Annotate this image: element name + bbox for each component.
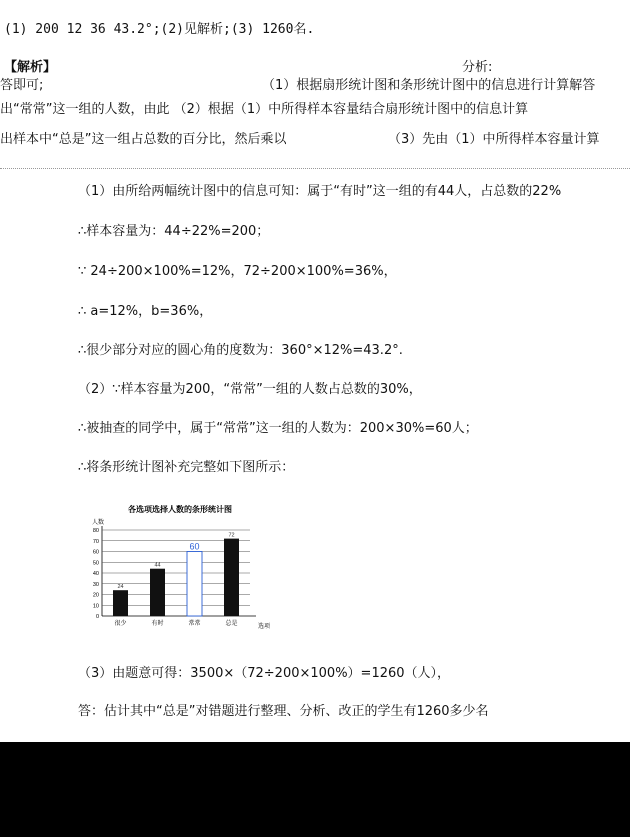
y-tick-label: 40: [92, 571, 99, 577]
data-label: 24: [117, 584, 124, 591]
analysis-line-a-right: （1）根据扇形统计图和条形统计图中的信息进行计算解答: [262, 78, 596, 93]
analysis-line-a-left: 答即可;: [0, 78, 44, 93]
x-tick-label: 总是: [225, 621, 238, 627]
paragraph-5: ∴很少部分对应的圆心角的度数为：360°×12%=43.2°.: [78, 343, 403, 358]
answer-line: (1) 200 12 36 43.2°;(2)见解析;(3) 1260名.: [4, 22, 315, 37]
y-tick-label: 30: [92, 581, 99, 588]
chart-title: 各选项选择人数的条形统计图: [128, 505, 232, 514]
analysis-line-c-right: （3）先由（1）中所得样本容量计算: [388, 132, 600, 147]
paragraph-3: ∵ 24÷200×100%=12%，72÷200×100%=36%，: [78, 264, 397, 279]
y-tick-label: 80: [92, 528, 99, 534]
paragraph-4: ∴ a=12%，b=36%，: [78, 304, 213, 319]
black-bottom-band: [0, 742, 630, 837]
paragraph-9: （3）由题意可得：3500×（72÷200×100%）=1260（人），: [78, 666, 451, 681]
chart-xlabel: 选项: [258, 624, 271, 630]
paragraph-1: （1）由所给两幅统计图中的信息可知：属于“有时”这一组的有44人，占总数的22%: [78, 184, 562, 199]
bar-常常: [187, 552, 202, 617]
jiexi-label: 【解析】: [4, 60, 57, 75]
y-tick-label: 10: [92, 603, 99, 610]
x-tick-label: 有时: [151, 621, 164, 627]
paragraph-10: 答：估计其中“总是”对错题进行整理、分析、改正的学生有1260多少名: [78, 704, 489, 719]
y-tick-label: 70: [92, 538, 99, 545]
analysis-line-b: 出“常常”这一组的人数，由此 （2）根据（1）中所得样本容量结合扇形统计图中的信息计算: [0, 102, 529, 117]
analysis-line-c-left: 出样本中“总是”这一组占总数的百分比，然后乘以: [0, 132, 287, 147]
bar-有时: [150, 569, 165, 616]
bar-很少: [113, 590, 128, 616]
data-label: 44: [154, 562, 161, 569]
data-label: 60: [189, 541, 200, 552]
paragraph-2: ∴样本容量为：44÷22%=200；: [78, 224, 270, 239]
paragraph-6: （2）∵样本容量为200，“常常”一组的人数占总数的30%，: [78, 382, 422, 397]
y-tick-label: 60: [92, 549, 99, 556]
bar-总是: [224, 539, 239, 616]
scan-noise-line: [0, 154, 630, 169]
bar-chart: [80, 498, 280, 638]
y-tick-label: 20: [92, 592, 99, 599]
chart-ylabel: 人数: [92, 520, 105, 526]
x-tick-label: 常常: [188, 621, 201, 627]
x-tick-label: 很少: [114, 621, 127, 627]
y-tick-label: 50: [92, 560, 99, 567]
data-label: 72: [228, 532, 235, 539]
paragraph-7: ∴被抽查的同学中，属于“常常”这一组的人数为：200×30%=60人；: [78, 421, 478, 436]
y-tick-label: 0: [95, 614, 99, 620]
paragraph-8: ∴将条形统计图补充完整如下图所示：: [78, 460, 295, 475]
fenxi-label: 分析:: [462, 60, 493, 75]
